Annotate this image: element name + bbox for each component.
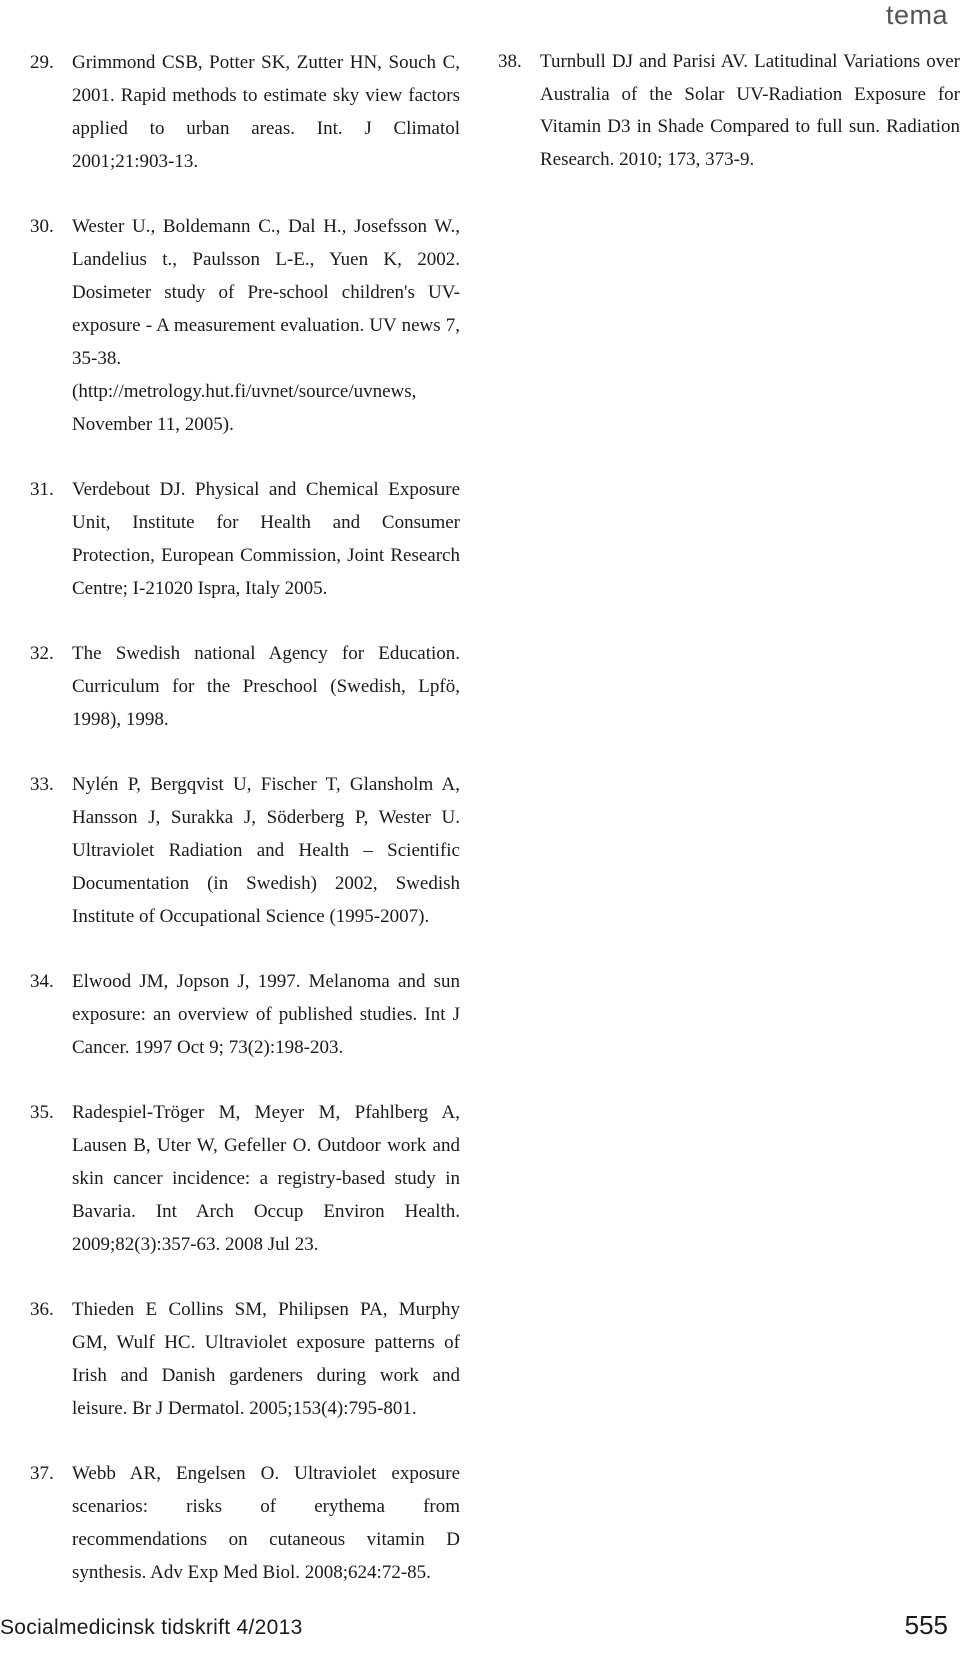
reference-item xyxy=(30,965,460,1064)
reference-number: 38. xyxy=(498,51,522,72)
reference-list-left xyxy=(30,46,460,1621)
journal-footer: Socialmedicinsk tidskrift 4/2013 xyxy=(0,1616,303,1639)
reference-number: 35. xyxy=(30,1102,54,1123)
reference-item xyxy=(498,46,960,176)
reference-text: Elwood JM, Jopson J, 1997. Melanoma and sun exposure: an overview of published studies. Int J Cancer. 1997 Oct 9; 73(2):198-203. xyxy=(72,971,460,1058)
reference-number: 34. xyxy=(30,971,54,992)
reference-text: Thieden E Collins SM, Philipsen PA, Murphy GM, Wulf HC. Ultraviolet exposure patterns of Irish and Danish gardeners during work and leisure. Br J Dermatol. 2005;153(4):795-801. xyxy=(72,1299,460,1419)
reference-text: Grimmond CSB, Potter SK, Zutter HN, Souch C, 2001. Rapid methods to estimate sky view factors applied to urban areas. Int. J Climatol 2001;21:903-13. xyxy=(72,52,460,172)
reference-item xyxy=(30,473,460,605)
reference-item xyxy=(30,210,460,441)
reference-text: Turnbull DJ and Parisi AV. Latitudinal Variations over Australia of the Solar UV-Radiation Exposure for Vitamin D3 in Shade Compared to full sun. Radiation Research. 2010; 173, 373-9. xyxy=(540,51,960,170)
reference-text: The Swedish national Agency for Education. Curriculum for the Preschool (Swedish, Lpfö, 1998), 1998. xyxy=(72,643,460,730)
reference-number: 29. xyxy=(30,52,54,73)
reference-number: 36. xyxy=(30,1299,54,1320)
reference-number: 37. xyxy=(30,1463,54,1484)
reference-text: Verdebout DJ. Physical and Chemical Exposure Unit, Institute for Health and Consumer Protection, European Commission, Joint Research Centre; I-21020 Ispra, Italy 2005. xyxy=(72,479,460,599)
reference-item xyxy=(30,637,460,736)
page-number: 555 xyxy=(904,1610,948,1640)
reference-text: Webb AR, Engelsen O. Ultraviolet exposure scenarios: risks of erythema from recommendations on cutaneous vitamin D synthesis. Adv Exp Med Biol. 2008;624:72-85. xyxy=(72,1463,460,1583)
reference-text: Radespiel-Tröger M, Meyer M, Pfahlberg A, Lausen B, Uter W, Gefeller O. Outdoor work and skin cancer incidence: a registry-based study in Bavaria. Int Arch Occup Environ Health. 2009;82(3):357-63. 2008 Jul 23. xyxy=(72,1102,460,1255)
section-label: tema xyxy=(885,0,948,30)
reference-text: Nylén P, Bergqvist U, Fischer T, Glansholm A, Hansson J, Surakka J, Söderberg P, Wester U. Ultraviolet Radiation and Health – Scientific Documentation (in Swedish) 2002, Swedish Institute of Occupational Science (1995-2007). xyxy=(72,774,460,927)
reference-item xyxy=(30,1096,460,1261)
reference-text: Wester U., Boldemann C., Dal H., Josefsson W., Landelius t., Paulsson L-E., Yuen K, 2002. Dosimeter study of Pre-school children's UV-exposure - A measurement evaluation. UV news 7, 35-38. (http://metrology.hut.fi/uvnet/source/uvnews, November 11, 2005). xyxy=(72,216,460,435)
reference-item xyxy=(30,46,460,178)
reference-item xyxy=(30,1293,460,1425)
reference-number: 30. xyxy=(30,216,54,237)
reference-number: 31. xyxy=(30,479,54,500)
reference-item xyxy=(30,768,460,933)
reference-number: 33. xyxy=(30,774,54,795)
reference-item xyxy=(30,1457,460,1589)
reference-list-right xyxy=(498,46,960,176)
reference-number: 32. xyxy=(30,643,54,664)
